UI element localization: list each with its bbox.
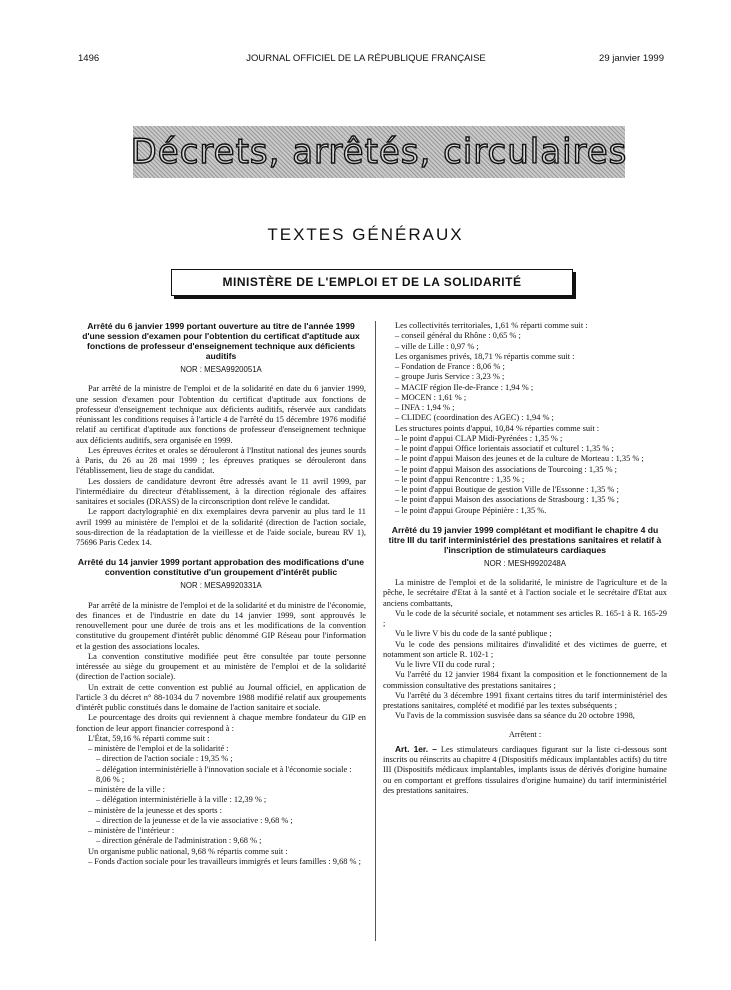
nor-reference: NOR : MESA9920051A <box>180 365 262 374</box>
list-line: – direction générale de l'administration : 9,68 % ; <box>96 836 262 846</box>
list-line: – MOCEN : 1,61 % ; <box>395 392 467 402</box>
list-line: – conseil général du Rhône : 0,65 % ; <box>395 331 521 341</box>
paragraph: Vu le livre VII du code rural ; <box>395 660 495 669</box>
list-line: Les organismes privés, 18,71 % répartis comme suit : <box>395 351 575 361</box>
section-banner <box>130 126 628 178</box>
list-line: – le point d'appui Maison des associations de Tourcoing : 1,35 % ; <box>395 464 617 474</box>
list-line: – le point d'appui Rencontre : 1,35 % ; <box>395 474 525 484</box>
list-line: Un organisme public national, 9,68 % répartis comme suit : <box>88 846 288 856</box>
paragraph: Les dossiers de candidature devront être adressés avant le 11 avril 1999, par l'intermédiaire du directeur d'établissement, à la direction régionale des affaires sanitaires et sociales (DRASS) de la circonscription dont relève le candidat. <box>76 476 366 506</box>
list-line: – direction de la jeunesse et de la vie associative : 9,68 % ; <box>96 815 293 825</box>
journal-title: JOURNAL OFFICIEL DE LA RÉPUBLIQUE FRANÇAISE <box>246 53 486 64</box>
column-divider <box>375 321 376 941</box>
list-line: – ministère de la ville : <box>88 785 165 794</box>
paragraph: Vu l'arrêté du 3 décembre 1991 fixant certains titres du tarif interministériel des prestations sanitaires, complété et modifié par les textes subséquents ; <box>383 690 667 710</box>
paragraph: Le pourcentage des droits qui reviennent à chaque membre fondateur du GIP en fonction de leur apport financier correspond à : <box>76 713 366 733</box>
list-line: – le point d'appui Boutique de gestion Ville de l'Essonne : 1,35 % ; <box>395 485 619 494</box>
paragraph: Vu le code de la sécurité sociale, et notamment ses articles R. 165-1 à R. 165-29 ; <box>383 608 667 628</box>
article-label: Art. 1er. – <box>395 743 437 754</box>
allocation-list <box>76 734 366 867</box>
nor-reference: NOR : MESH9920248A <box>484 558 566 568</box>
list-line: – direction de l'action sociale : 19,35 % ; <box>96 754 233 764</box>
decree-title: Arrêté du 14 janvier 1999 portant approbation des modifications d'une convention constitutive d'un groupement d'intérêt public <box>77 557 365 578</box>
banner-title: Décrets, arrêtés, circulaires <box>130 132 628 172</box>
list-line: – le point d'appui Groupe Pépinière : 1,35 %. <box>395 505 547 515</box>
left-column <box>76 321 366 867</box>
list-line: – CLIDEC (coordination des AGEC) : 1,94 % ; <box>395 413 554 423</box>
section-heading: TEXTES GÉNÉRAUX <box>267 225 464 244</box>
list-line: L'État, 59,16 % réparti comme suit : <box>88 733 210 743</box>
paragraph: Vu le livre V bis du code de la santé publique ; <box>395 629 552 639</box>
list-line: – Fonds d'action sociale pour les travailleurs immigrés et leurs familles : 9,68 % ; <box>88 856 361 866</box>
list-line: – le point d'appui Maison des jeunes et de la culture de Morteau : 1,35 % ; <box>395 454 644 464</box>
paragraph: La ministre de l'emploi et de la solidarité, le ministre de l'agriculture et de la pêche, le secrétaire d'Etat à la santé et à l'action sociale et le secrétaire d'Etat aux anciens combattants, <box>383 578 667 608</box>
issue-date: 29 janvier 1999 <box>599 53 664 64</box>
list-line: Les collectivités territoriales, 1,61 % réparti comme suit : <box>395 321 588 330</box>
list-line: – ministère de la jeunesse et des sports : <box>88 805 222 815</box>
list-line: – ville de Lille : 0,97 % ; <box>395 341 479 351</box>
ministry-box: MINISTÈRE DE L'EMPLOI ET DE LA SOLIDARITÉ <box>171 269 573 296</box>
running-header <box>68 53 664 67</box>
paragraph: Le rapport dactylographié en dix exemplaires devra parvenir au plus tard le 11 avril 1999 au ministère de l'emploi et de la solidarité (direction de l'action sociale, sous-direction de la réadaptation de la vieillesse et de l'aide sociale, bureau RV 1), 75696 Paris Cedex 14. <box>76 507 366 547</box>
article-paragraph <box>383 744 667 796</box>
article-text: Les stimulateurs cardiaques figurant sur la liste ci-dessous sont inscrits ou réinscrits au chapitre 4 (Dispositifs médicaux implantables actifs) du titre III (Dispositifs médicaux implantables, implants issus de dérivés d'origine humaine ou en comportant et greffons tissulaires d'origine humaine) du tarif interministériel des prestations sanitaires. <box>383 744 667 795</box>
decree-title: Arrêté du 19 janvier 1999 complétant et modifiant le chapitre 4 du titre III du tarif interministériel des prestations sanitaires et relatif à l'inscription de stimulateurs cardiaques <box>388 524 662 555</box>
nor-reference: NOR : MESA9920331A <box>180 581 262 591</box>
list-line: – le point d'appui CLAP Midi-Pyrénées : 1,35 % ; <box>395 433 563 443</box>
paragraph: La convention constitutive modifiée peut être consultée par toute personne intéressée au siège du groupement et au ministère de l'emploi et de la solidarité (direction de l'action sociale). <box>76 651 366 682</box>
paragraph: Vu l'avis de la commission susvisée dans sa séance du 20 octobre 1998, <box>395 711 635 721</box>
list-line: – INFA : 1,94 % ; <box>395 403 455 412</box>
arretent-heading: Arrêtent : <box>508 729 542 739</box>
page-number: 1496 <box>78 53 100 64</box>
paragraph: Un extrait de cette convention est publié au Journal officiel, en application de l'article 3 du décret n° 88-1034 du 7 novembre 1988 modifié relatif aux groupements d'intérêt public constitués dans le domaine de l'action sanitaire et sociale. <box>76 682 366 712</box>
list-line: – le point d'appui Office lorientais associatif et culturel : 1,35 % ; <box>395 444 614 453</box>
list-line: – MACIF région Ile-de-France : 1,94 % ; <box>395 382 534 392</box>
list-line: – délégation interministérielle à la ville : 12,39 % ; <box>96 795 267 805</box>
paragraph: Les épreuves écrites et orales se dérouleront à l'Institut national des jeunes sourds à Paris, du 26 au 28 mai 1999 ; les épreuves pratiques se dérouleront dans l'établissement, lieu de stage du candidat. <box>76 445 366 476</box>
paragraph: Par arrêté de la ministre de l'emploi et de la solidarité en date du 6 janvier 1999, une session d'examen pour l'obtention du certificat d'aptitude aux fonctions de professeur d'enseignement technique aux déficients auditifs, réservée aux candidats réunissant les conditions requises à l'article 4 de l'arrêté du 15 décembre 1976 modifié relatif au certificat d'aptitude aux fonctions de professeur d'enseignement technique aux déficients auditifs, sera organisée en 1999. <box>76 384 366 445</box>
list-line: – ministère de l'emploi et de la solidarité : <box>88 744 229 753</box>
list-line: Les structures points d'appui, 10,84 % réparties comme suit : <box>395 423 600 433</box>
paragraph: Vu l'arrêté du 12 janvier 1984 fixant la composition et le fonctionnement de la commission consultative des prestations sanitaires ; <box>383 670 667 690</box>
list-line: – Fondation de France : 8,06 % ; <box>395 362 505 371</box>
paragraph: Vu le code des pensions militaires d'invalidité et des victimes de guerre, et notamment son article R. 102-1 ; <box>383 639 667 659</box>
list-line: – ministère de l'intérieur : <box>88 826 175 835</box>
list-line: – délégation interministérielle à l'innovation sociale et à l'économie sociale : 8,06 % ; <box>96 764 352 784</box>
list-line: – le point d'appui Maison des associations de Strasbourg : 1,35 % ; <box>395 495 619 505</box>
right-column <box>383 321 667 796</box>
allocation-list <box>383 321 667 516</box>
paragraph: Par arrêté de la ministre de l'emploi et de la solidarité et du ministre de l'économie, des finances et de l'industrie en date du 14 janvier 1999, sont approuvés le renouvellement pour une durée de trois ans et les modifications de la convention constitutive du groupement d'intérêt public dénommé GIP Réseau pour l'information et la gestion des associations locales. <box>76 600 366 651</box>
list-line: – groupe Juris Service : 3,23 % ; <box>395 372 505 382</box>
decree-title: Arrêté du 6 janvier 1999 portant ouverture au titre de l'année 1999 d'une session d'examen pour l'obtention du certificat d'aptitude aux fonctions de professeur d'enseignement technique aux déficients auditifs <box>82 321 360 361</box>
